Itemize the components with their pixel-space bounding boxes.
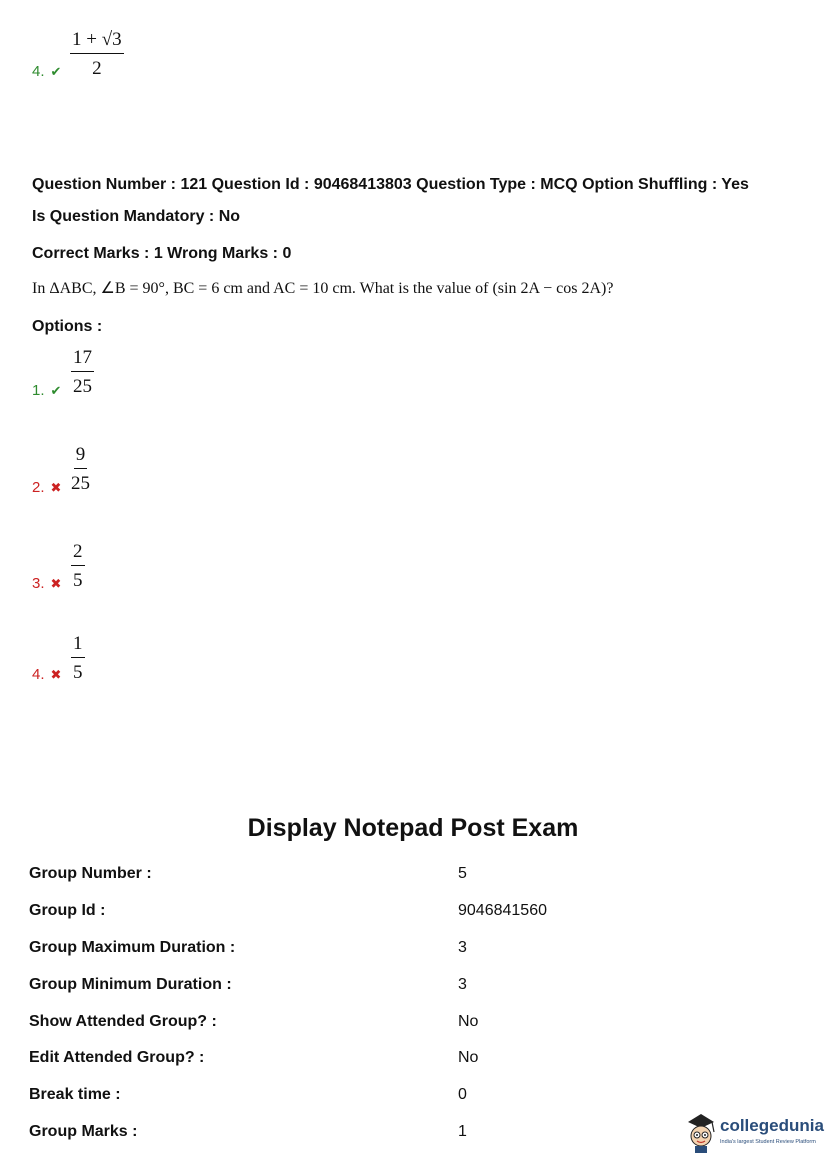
fraction-numerator: 1	[71, 634, 85, 658]
option-fraction	[71, 542, 85, 590]
fraction-denominator: 2	[92, 58, 102, 79]
group-max-duration-value: 3	[458, 939, 467, 956]
show-attended-label: Show Attended Group? :	[29, 1013, 217, 1030]
group-id-value: 9046841560	[458, 902, 547, 919]
collegedunia-logo	[684, 1110, 824, 1154]
show-attended-value: No	[458, 1013, 479, 1030]
logo-tagline: India's largest Student Review Platform	[720, 1139, 816, 1145]
edit-attended-label: Edit Attended Group? :	[29, 1049, 205, 1066]
option-number: 4. ✖	[32, 666, 62, 683]
group-min-duration-value: 3	[458, 976, 467, 993]
question-header: Question Number : 121 Question Id : 90468413803 Question Type : MCQ Option Shuffling : Yes	[32, 176, 749, 193]
option-number: 1. ✔	[32, 382, 62, 399]
group-max-duration-label: Group Maximum Duration :	[29, 939, 236, 956]
prev-option-number: 4. ✔	[32, 63, 62, 80]
edit-attended-value: No	[458, 1049, 479, 1066]
group-marks-value: 1	[458, 1123, 467, 1140]
fraction-denominator: 5	[73, 662, 83, 683]
option-fraction	[71, 348, 94, 396]
cross-icon: ✖	[50, 667, 62, 682]
prev-option-fraction	[70, 30, 124, 78]
option-number: 2. ✖	[32, 479, 62, 496]
fraction-denominator: 25	[71, 473, 90, 494]
fraction-denominator: 5	[73, 570, 83, 591]
fraction-numerator: 2	[71, 542, 85, 566]
cross-icon: ✖	[50, 480, 62, 495]
group-number-value: 5	[458, 865, 467, 882]
check-icon: ✔	[50, 383, 62, 398]
fraction-denominator: 25	[73, 376, 92, 397]
group-marks-label: Group Marks :	[29, 1123, 138, 1140]
break-time-label: Break time :	[29, 1086, 121, 1103]
check-icon: ✔	[50, 64, 62, 79]
section-title: Display Notepad Post Exam	[247, 814, 579, 842]
mascot-icon	[684, 1110, 718, 1154]
question-text: In ΔABC, ∠B = 90°, BC = 6 cm and AC = 10 cm. What is the value of (sin 2A − cos 2A)?	[32, 280, 614, 297]
fraction-numerator: 17	[71, 348, 94, 372]
cross-icon: ✖	[50, 576, 62, 591]
group-id-label: Group Id :	[29, 902, 106, 919]
logo-name: collegedunia	[720, 1116, 824, 1135]
option-fraction	[71, 634, 85, 682]
group-min-duration-label: Group Minimum Duration :	[29, 976, 232, 993]
fraction-numerator: 9	[74, 445, 88, 469]
options-label: Options :	[32, 318, 103, 335]
question-mandatory: Is Question Mandatory : No	[32, 208, 241, 225]
question-marks: Correct Marks : 1 Wrong Marks : 0	[32, 245, 292, 262]
fraction-numerator: 1 + √3	[70, 30, 124, 54]
group-number-label: Group Number :	[29, 865, 152, 882]
break-time-value: 0	[458, 1086, 467, 1103]
option-number: 3. ✖	[32, 575, 62, 592]
option-fraction	[71, 445, 90, 493]
